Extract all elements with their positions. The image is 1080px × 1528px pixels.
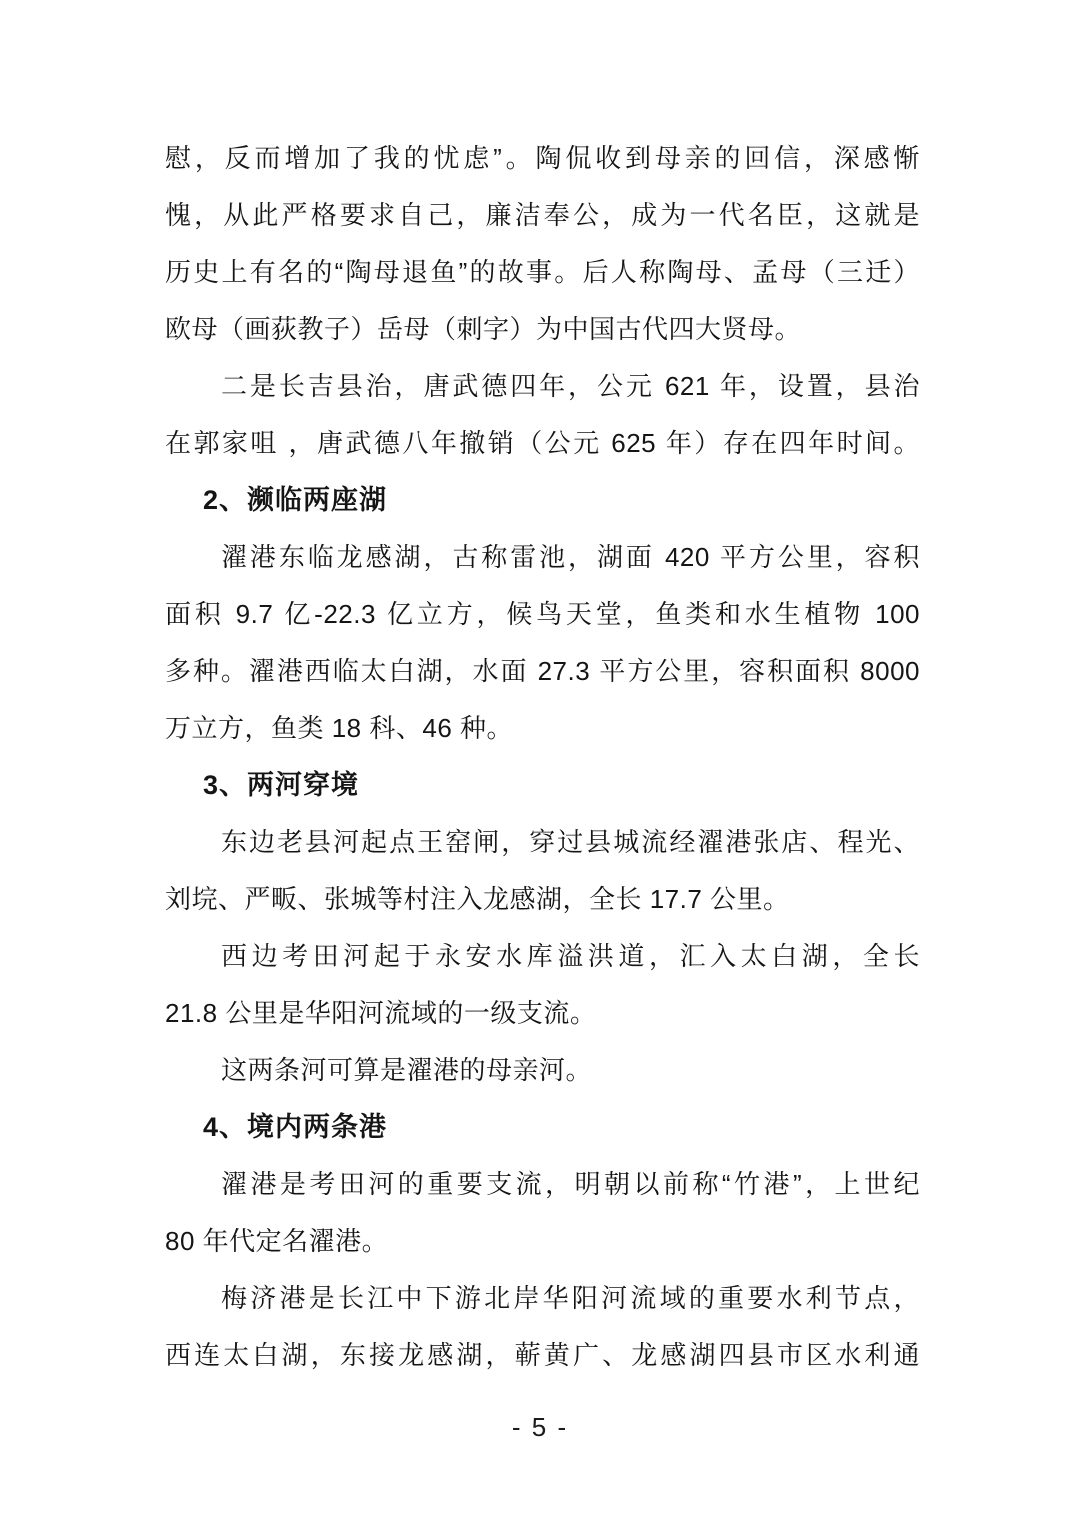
text-line: 21.8 公里是华阳河流域的一级支流。	[165, 998, 597, 1028]
paragraph	[165, 1156, 920, 1270]
text-line: 历史上有名的“陶母退鱼”的故事。后人称陶母、孟母（三迁）	[165, 257, 920, 287]
section-heading: 3、两河穿境	[203, 770, 360, 800]
paragraph	[165, 358, 920, 472]
text-line: 濯港东临龙感湖，古称雷池，湖面 420 平方公里，容积	[221, 542, 920, 572]
text-line: 西连太白湖，东接龙感湖，蕲黄广、龙感湖四县市区水利通	[165, 1340, 920, 1370]
section-heading: 4、境内两条港	[203, 1112, 388, 1142]
text-line: 濯港是考田河的重要支流，明朝以前称“竹港”，上世纪	[221, 1169, 920, 1199]
paragraph	[165, 1270, 920, 1384]
paragraph	[165, 130, 920, 358]
text-line: 东边老县河起点王窑闸，穿过县城流经濯港张店、程光、	[221, 827, 920, 857]
paragraph	[165, 1042, 920, 1099]
text-line: 在郭家咀 ，唐武德八年撤销（公元 625 年）存在四年时间。	[165, 428, 920, 458]
section-heading: 2、濒临两座湖	[203, 485, 388, 515]
text-line: 80 年代定名濯港。	[165, 1226, 389, 1256]
text-line: 面积 9.7 亿-22.3 亿立方，候鸟天堂，鱼类和水生植物 100	[165, 599, 920, 629]
paragraph	[165, 814, 920, 928]
text-line: 欧母（画荻教子）岳母（刺字）为中国古代四大贤母。	[165, 314, 802, 344]
document-body	[165, 130, 920, 1384]
text-line: 愧，从此严格要求自己，廉洁奉公，成为一代名臣，这就是	[165, 200, 920, 230]
text-line: 梅济港是长江中下游北岸华阳河流域的重要水利节点，	[221, 1283, 920, 1313]
text-line: 这两条河可算是濯港的母亲河。	[221, 1055, 593, 1085]
text-line: 万立方，鱼类 18 科、46 种。	[165, 713, 514, 743]
text-line: 多种。濯港西临太白湖，水面 27.3 平方公里，容积面积 8000	[165, 656, 920, 686]
page-number: - 5 -	[511, 1412, 569, 1442]
text-line: 慰，反而增加了我的忧虑”。陶侃收到母亲的回信，深感惭	[165, 143, 920, 173]
text-line: 刘垸、严畈、张城等村注入龙感湖，全长 17.7 公里。	[165, 884, 790, 914]
paragraph	[165, 529, 920, 757]
text-line: 二是长吉县治，唐武德四年，公元 621 年，设置，县治	[221, 371, 920, 401]
paragraph	[165, 928, 920, 1042]
text-line: 西边考田河起于永安水库溢洪道，汇入太白湖，全长	[221, 941, 920, 971]
